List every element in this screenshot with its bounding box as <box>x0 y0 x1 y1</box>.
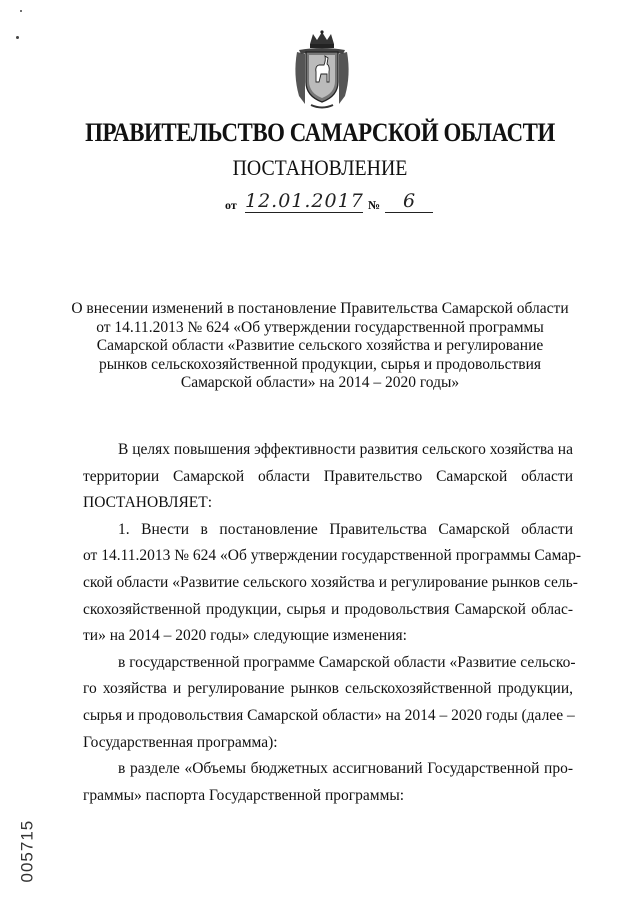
scan-speck <box>20 10 22 12</box>
body-line: в государственной программе Самарской области «Развитие сельско- <box>118 653 576 671</box>
body-line: В целях повышения эффективности развития сельского хозяйства на <box>118 441 573 458</box>
body-line: граммы» паспорта Государственной программы: <box>83 786 405 804</box>
body-line: ской области «Развитие сельского хозяйства и регулирование рынков сель- <box>83 573 578 591</box>
document-subject <box>70 300 570 393</box>
body-line: скохозяйственной продукции, сырья и продовольствия Самарской облас- <box>83 600 573 618</box>
subject-line: Самарской области «Развитие сельского хозяйства и регулирование <box>96 337 544 354</box>
document-type-heading: ПОСТАНОВЛЕНИЕ <box>232 155 408 180</box>
subject-line: рынков сельскохозяйственной продукции, сырья и продовольствия <box>99 355 541 373</box>
body-line: ПОСТАНОВЛЯЕТ: <box>83 494 213 512</box>
scan-speck <box>16 36 19 39</box>
date-number-line <box>225 190 435 216</box>
subject-line: О внесении изменений в постановление Правительства Самарской области <box>71 300 569 317</box>
number-prefix-label: № <box>368 198 381 212</box>
body-line: Государственная программа): <box>83 733 278 751</box>
side-stamp-number: 005715 <box>17 819 37 883</box>
body-line: 1. Внести в постановление Правительства Самарской области <box>118 520 573 538</box>
body-line: сырья и продовольствия Самарской области» на 2014 – 2020 годы (далее – <box>83 706 575 724</box>
subject-line: от 14.11.2013 № 624 «Об утверждении государственной программы <box>96 318 544 336</box>
number-value: 6 <box>385 190 433 213</box>
body-line: в разделе «Объемы бюджетных ассигнований Государственной про- <box>118 760 573 778</box>
side-stamp <box>12 810 42 883</box>
body-line: от 14.11.2013 № 624 «Об утверждении государственной программы Самар- <box>83 547 582 565</box>
document-body <box>83 437 582 809</box>
date-value: 12.01.2017 <box>245 190 364 212</box>
body-line: ти» на 2014 – 2020 годы» следующие изменения: <box>83 627 407 645</box>
body-line: го хозяйства и регулирование рынков сельскохозяйственной продукции, <box>83 680 573 698</box>
subject-line: Самарской области» на 2014 – 2020 годы» <box>180 374 460 391</box>
body-line: территории Самарской области Правительство Самарской области <box>83 467 573 485</box>
date-prefix-label: от <box>225 198 237 212</box>
government-title: ПРАВИТЕЛЬСТВО САМАРСКОЙ ОБЛАСТИ <box>85 118 555 147</box>
samara-coat-of-arms-icon <box>291 30 353 110</box>
